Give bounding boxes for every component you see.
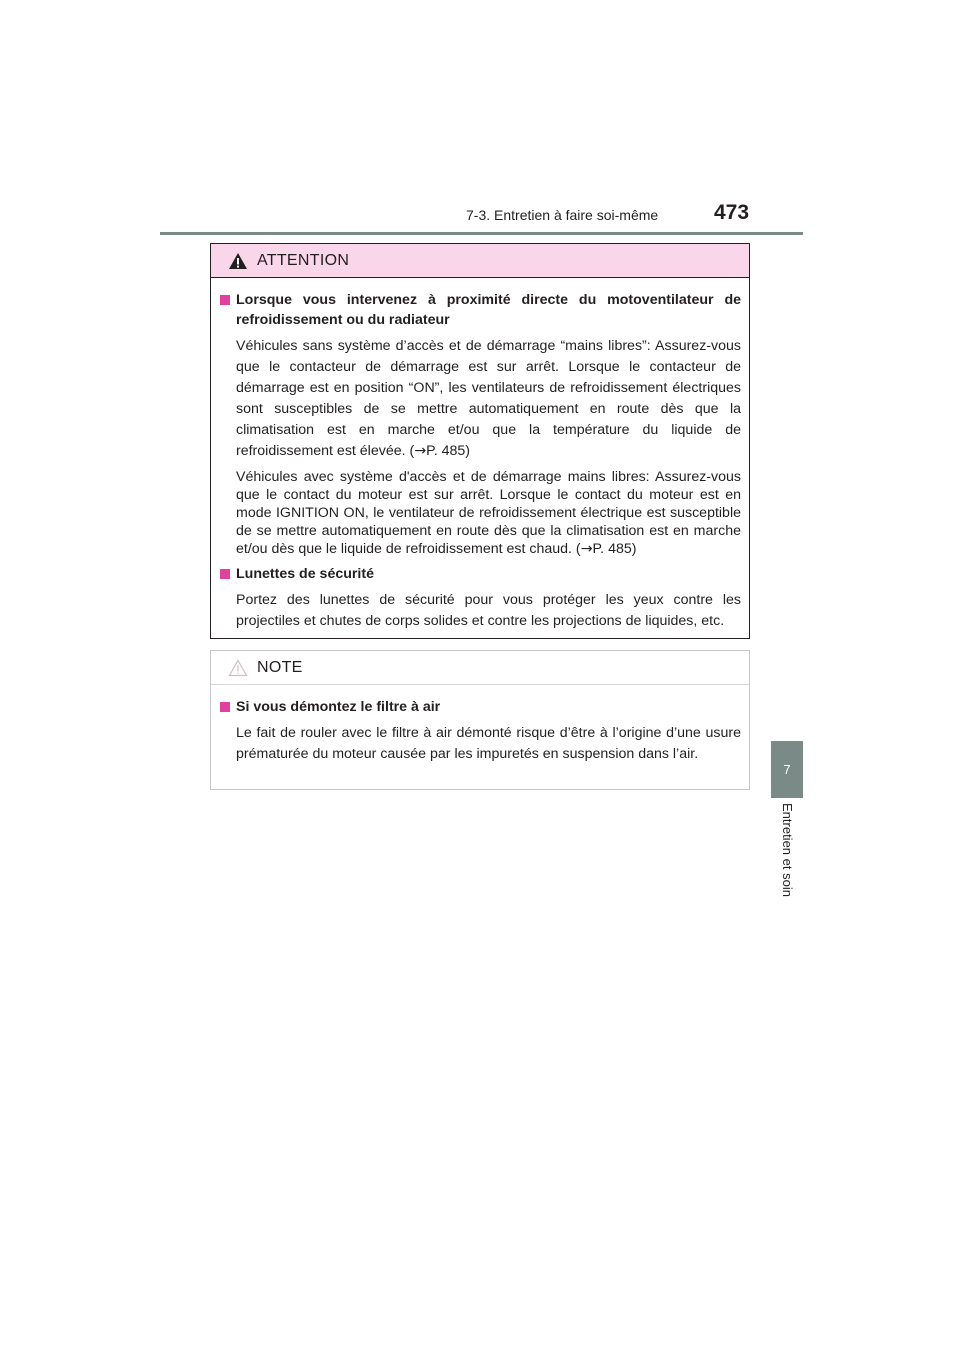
paragraph-text: Véhicules avec système d'accès et de démarrage mains libres: Assurez-vous que le contact du moteur est sur arrêt. Lorsque le contact du moteur est en mode IGNITION ON, le ventilateur de refroidissement électrique est susceptible de se mettre automatiquement en route dès que la climatisation est en marche et/ou dès que le liquide de refroidissement est chaud. ( <box>236 469 741 557</box>
item-title <box>220 564 741 584</box>
chapter-label: Entretien et soin <box>780 803 795 897</box>
arrow-icon: → <box>580 541 593 557</box>
page-reference: P. 485) <box>426 443 471 459</box>
note-header <box>211 651 749 685</box>
item-title <box>220 290 741 330</box>
section-title: 7-3. Entretien à faire soi-même <box>466 207 659 223</box>
item-title-text: Lorsque vous intervenez à proximité directe du motoventilateur de refroidissement ou du radiateur <box>236 292 741 328</box>
paragraph: Le fait de rouler avec le filtre à air démonté risque d’être à l’origine d’une usure prématurée du moteur causée par les impuretés en suspension dans l’air. <box>236 725 741 762</box>
item-title <box>220 697 741 717</box>
paragraph: Portez des lunettes de sécurité pour vous protéger les yeux contre les projectiles et chutes de corps solides et contre les projections de liquides, etc. <box>236 592 741 629</box>
item-title-text: Lunettes de sécurité <box>236 566 374 582</box>
square-bullet-icon <box>220 702 230 712</box>
chapter-tab: 7 <box>771 741 803 798</box>
note-body <box>211 685 749 765</box>
paragraph-text: Véhicules sans système d’accès et de démarrage “mains libres”: Assurez-vous que le contacteur de démarrage est sur arrêt. Lorsque le contacteur de démarrage est en position “ON”, les ventilateurs de refroidissement électriques sont susceptibles de se mettre automatiquement en route dès que la climatisation est en marche et/ou que la température du liquide de refroidissement est élevée. ( <box>236 338 741 459</box>
page-reference: P. 485) <box>592 541 637 557</box>
caution-outline-triangle-icon <box>228 659 248 677</box>
attention-header <box>211 244 749 278</box>
item-title-text: Si vous démontez le filtre à air <box>236 699 441 715</box>
square-bullet-icon <box>220 295 230 305</box>
arrow-icon: → <box>414 443 427 459</box>
attention-body <box>211 278 749 632</box>
warning-triangle-icon <box>228 252 248 270</box>
note-box <box>210 650 750 790</box>
attention-box <box>210 243 750 639</box>
paragraph <box>236 468 741 558</box>
attention-title: ATTENTION <box>257 251 350 269</box>
note-title: NOTE <box>257 658 303 676</box>
header-rule <box>160 232 803 235</box>
square-bullet-icon <box>220 569 230 579</box>
page-number: 473 <box>714 201 750 224</box>
paragraph <box>236 336 741 462</box>
